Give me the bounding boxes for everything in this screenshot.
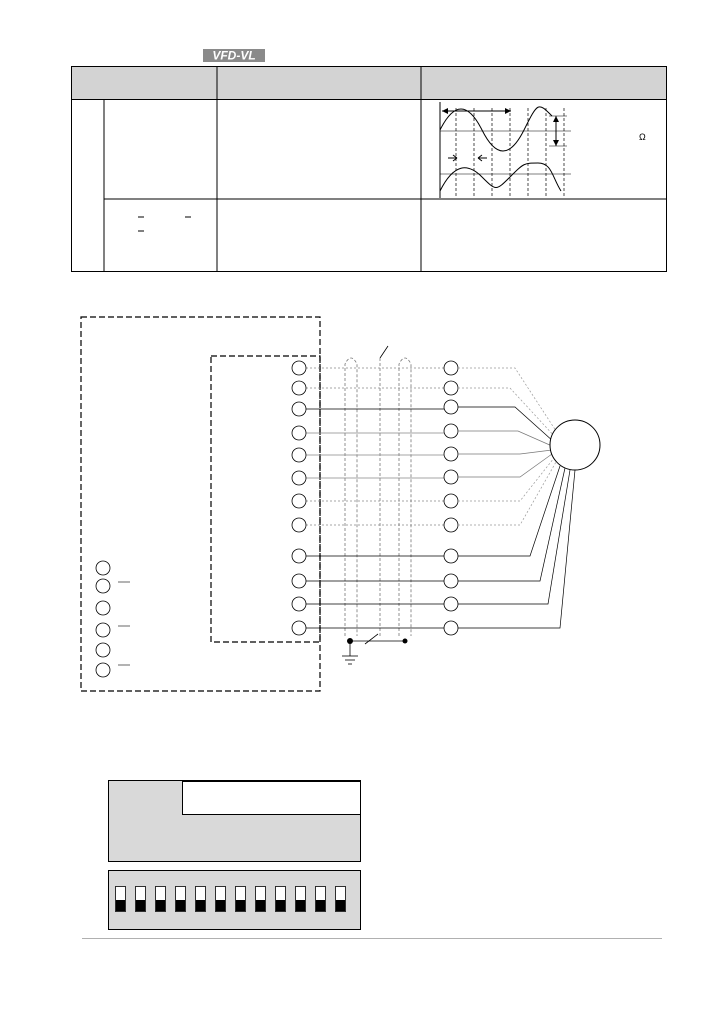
encoder-waveform: [440, 102, 571, 198]
encoder-fan-lines: [458, 368, 575, 628]
drive-boundary: [81, 317, 320, 691]
pg-card-board: [108, 780, 361, 862]
logo-text: VFD-VL: [212, 49, 256, 62]
footer-rule: [82, 938, 662, 939]
ground-node: [347, 638, 353, 644]
dip-switch-block: [108, 870, 361, 930]
pg-card-terminals: [292, 361, 306, 635]
spec-table: [71, 66, 667, 272]
encoder-motor: [550, 420, 600, 470]
encoder-terminals: [444, 361, 458, 635]
board-connector: [183, 782, 361, 815]
ohm-symbol: Ω: [639, 132, 646, 142]
shield-loops: [345, 358, 411, 636]
control-terminals: [96, 561, 110, 677]
wiring-diagram: [80, 316, 660, 692]
table-header-row: [72, 67, 667, 100]
phase-arrow-right: [478, 155, 487, 161]
switch-node: [403, 639, 408, 644]
vfd-vl-logo: [203, 49, 265, 62]
waveform-a: [440, 107, 552, 151]
overline-marks: [138, 217, 191, 231]
waveform-b: [440, 163, 561, 191]
